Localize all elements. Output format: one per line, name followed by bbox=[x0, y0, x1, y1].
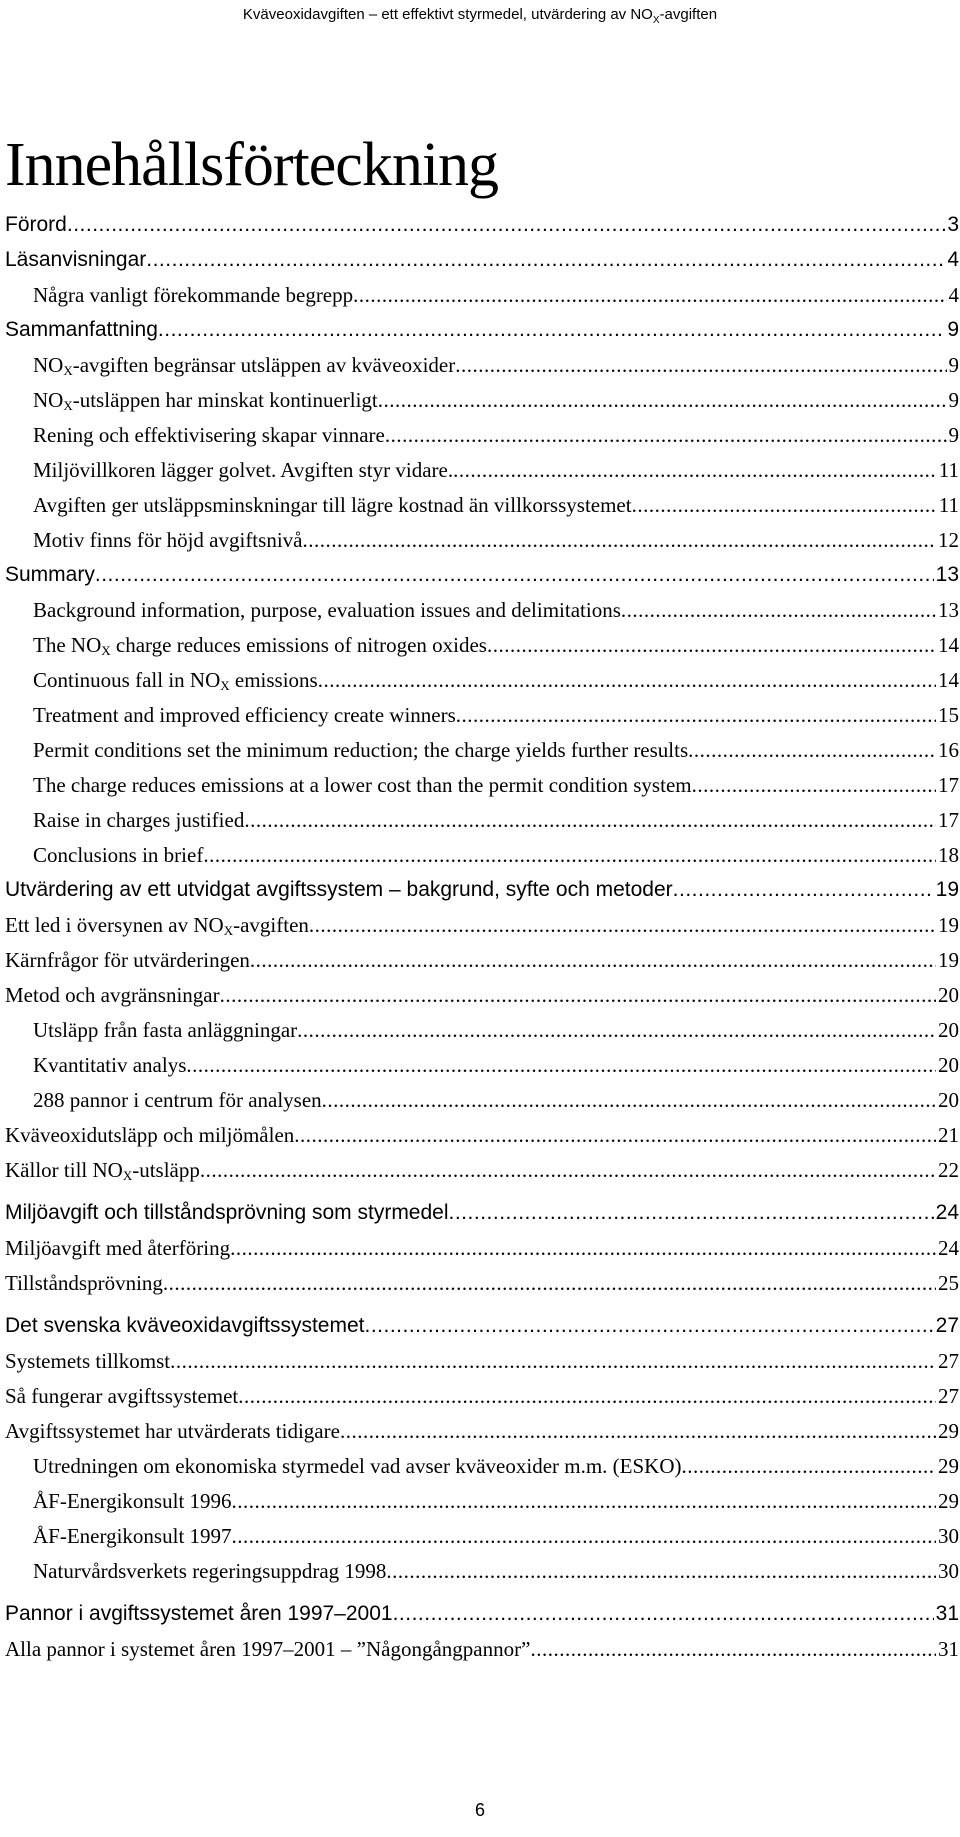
toc-leader-dots bbox=[364, 1314, 933, 1338]
toc-entry-title: Conclusions in brief bbox=[33, 843, 204, 867]
toc-entry[interactable] bbox=[5, 1158, 959, 1193]
toc-page-number: 31 bbox=[935, 1602, 959, 1625]
toc-leader-dots bbox=[318, 668, 936, 693]
toc-entry-title: Tillståndsprövning bbox=[5, 1271, 163, 1295]
toc-entry-title: Background information, purpose, evaluation issues and delimitations bbox=[33, 598, 621, 622]
toc-entry-title: Ett led i översynen av $NO_X$-avgiften bbox=[5, 913, 309, 938]
toc-entry-title: Avgiften ger utsläppsminskningar till lägre kostnad än villkorssystemet bbox=[33, 493, 632, 517]
toc-entry-title: 288 pannor i centrum för analysen bbox=[33, 1088, 322, 1112]
toc-entry-title: Kväveoxidutsläpp och miljömålen bbox=[5, 1123, 295, 1147]
toc-page-number: 30 bbox=[938, 1524, 959, 1548]
toc-page-number: 20 bbox=[938, 1018, 959, 1042]
toc-entry[interactable] bbox=[5, 1123, 959, 1158]
toc-entry[interactable] bbox=[5, 458, 959, 493]
toc-entry[interactable] bbox=[5, 1018, 959, 1053]
toc-entry[interactable] bbox=[5, 913, 959, 948]
toc-page-number: 4 bbox=[948, 283, 959, 307]
toc-entry-title: Sammanfattning bbox=[5, 318, 158, 341]
toc-entry-title: Permit conditions set the minimum reduction; the charge yields further results bbox=[33, 738, 689, 762]
toc-leader-dots bbox=[203, 843, 936, 868]
toc-entry-title: Kvantitativ analys bbox=[33, 1053, 187, 1077]
toc-entry[interactable] bbox=[5, 1454, 959, 1489]
toc-page-number: 31 bbox=[938, 1637, 959, 1661]
toc-entry-title: The $NO_X$ charge reduces emissions of nitrogen oxides bbox=[33, 633, 487, 658]
toc-entry-title: ÅF-Energikonsult 1997 bbox=[33, 1524, 232, 1548]
toc-page-number: 3 bbox=[947, 213, 959, 236]
toc-page-number: 30 bbox=[938, 1559, 959, 1583]
toc-page-number: 17 bbox=[938, 773, 959, 797]
toc-entry[interactable] bbox=[5, 423, 959, 458]
toc-entry-title: Miljöavgift och tillståndsprövning som styrmedel bbox=[5, 1201, 449, 1224]
toc-entry[interactable] bbox=[5, 1419, 959, 1454]
toc-leader-dots bbox=[67, 213, 945, 237]
toc-page-number: 21 bbox=[938, 1123, 959, 1147]
toc-page-number: 9 bbox=[948, 353, 959, 377]
toc-entry-title: Kärnfrågor för utvärderingen bbox=[5, 948, 250, 972]
toc-leader-dots bbox=[456, 703, 936, 728]
toc-entry-title: $NO_X$-avgiften begränsar utsläppen av kväveoxider bbox=[33, 353, 456, 378]
toc-page-number: 20 bbox=[938, 1053, 959, 1077]
page-number: 6 bbox=[474, 1800, 485, 1820]
toc-entry[interactable] bbox=[5, 598, 959, 633]
toc-page-number: 12 bbox=[938, 528, 959, 552]
toc-entry-title: Läsanvisningar bbox=[5, 248, 147, 271]
toc-entry-title: Systemets tillkomst bbox=[5, 1349, 171, 1373]
toc-page-number: 14 bbox=[938, 668, 959, 692]
toc-entry-title: Miljöavgift med återföring bbox=[5, 1236, 231, 1260]
toc-entry[interactable] bbox=[5, 1314, 959, 1349]
toc-leader-dots bbox=[449, 1201, 934, 1225]
toc-leader-dots bbox=[232, 1489, 936, 1514]
toc-leader-dots bbox=[487, 633, 936, 658]
page-title: Innehållsförteckning bbox=[5, 131, 499, 199]
toc-entry[interactable] bbox=[5, 738, 959, 773]
toc-leader-dots bbox=[186, 1053, 936, 1078]
toc-leader-dots bbox=[230, 1236, 936, 1261]
toc-page-number: 27 bbox=[935, 1314, 959, 1337]
toc-page-number: 24 bbox=[938, 1236, 959, 1260]
toc-entry[interactable] bbox=[5, 983, 959, 1018]
toc-entry[interactable] bbox=[5, 1053, 959, 1088]
toc-entry[interactable] bbox=[5, 353, 959, 388]
toc-entry[interactable] bbox=[5, 248, 959, 283]
toc-page-number: 11 bbox=[938, 458, 959, 482]
toc-entry[interactable] bbox=[5, 668, 959, 703]
toc-entry[interactable] bbox=[5, 388, 959, 423]
toc-leader-dots bbox=[309, 913, 936, 938]
toc-leader-dots bbox=[238, 1384, 936, 1409]
toc-page-number: 19 bbox=[938, 913, 959, 937]
toc-entry[interactable] bbox=[5, 1236, 959, 1271]
toc-entry[interactable] bbox=[5, 1602, 959, 1637]
toc-leader-dots bbox=[302, 528, 936, 553]
toc-leader-dots bbox=[95, 563, 934, 587]
toc-entry[interactable] bbox=[5, 528, 959, 563]
toc-entry[interactable] bbox=[5, 878, 959, 913]
toc-entry[interactable] bbox=[5, 563, 959, 598]
toc-entry[interactable] bbox=[5, 703, 959, 738]
toc-leader-dots bbox=[163, 1271, 936, 1296]
toc-entry[interactable] bbox=[5, 773, 959, 808]
toc-entry-title: Förord bbox=[5, 213, 67, 236]
toc-leader-dots bbox=[621, 598, 936, 623]
toc-page-number: 14 bbox=[938, 633, 959, 657]
toc-page-number: 20 bbox=[938, 1088, 959, 1112]
toc-entry-title: Miljövillkoren lägger golvet. Avgiften styr vidare. bbox=[33, 458, 454, 482]
toc-leader-dots bbox=[158, 318, 945, 342]
toc-entry[interactable] bbox=[5, 808, 959, 843]
toc-leader-dots bbox=[170, 1349, 936, 1374]
toc-page-number: 24 bbox=[935, 1201, 959, 1224]
toc-leader-dots bbox=[632, 493, 937, 518]
toc-leader-dots bbox=[455, 353, 946, 378]
running-header bbox=[0, 0, 960, 30]
toc-page-number: 13 bbox=[938, 598, 959, 622]
toc-page-number: 11 bbox=[938, 493, 959, 517]
toc-leader-dots bbox=[244, 808, 936, 833]
toc-entry-title: Metod och avgränsningar bbox=[5, 983, 220, 1007]
toc-entry-title: Källor till $NO_X$-utsläpp bbox=[5, 1158, 200, 1183]
toc-leader-dots bbox=[297, 1018, 936, 1043]
toc-entry-title: Treatment and improved efficiency create winners bbox=[33, 703, 456, 727]
toc-leader-dots bbox=[322, 1088, 936, 1113]
toc-page-number: 13 bbox=[935, 563, 959, 586]
toc-page-number: 29 bbox=[938, 1454, 959, 1478]
toc-leader-dots bbox=[340, 1419, 936, 1444]
toc-page-number: 4 bbox=[947, 248, 959, 271]
toc-entry[interactable] bbox=[5, 1489, 959, 1524]
toc-entry[interactable] bbox=[5, 633, 959, 668]
toc-leader-dots bbox=[378, 388, 947, 413]
toc-entry-title: $NO_X$-utsläppen har minskat kontinuerligt bbox=[33, 388, 378, 413]
toc-leader-dots bbox=[200, 1158, 936, 1183]
toc-entry[interactable] bbox=[5, 493, 959, 528]
toc-page-number: 22 bbox=[938, 1158, 959, 1182]
toc-leader-dots bbox=[250, 948, 936, 973]
toc-entry-title: Continuous fall in $NO_X$ emissions bbox=[33, 668, 318, 693]
toc-entry-title: Motiv finns för höjd avgiftsnivå bbox=[33, 528, 303, 552]
toc-entry[interactable] bbox=[5, 1349, 959, 1384]
toc-entry-title: Så fungerar avgiftssystemet bbox=[5, 1384, 239, 1408]
toc-entry-title: Pannor i avgiftssystemet åren 1997–2001 bbox=[5, 1602, 393, 1625]
toc-page-number: 29 bbox=[938, 1489, 959, 1513]
toc-page-number: 15 bbox=[938, 703, 959, 727]
toc-page-number: 17 bbox=[938, 808, 959, 832]
toc-page-number: 20 bbox=[938, 983, 959, 1007]
toc-entry-title: Avgiftssystemet har utvärderats tidigare bbox=[5, 1419, 340, 1443]
toc-leader-dots bbox=[688, 738, 936, 763]
toc-leader-dots bbox=[692, 773, 936, 798]
toc-entry[interactable] bbox=[5, 213, 959, 248]
toc-entry-title: Alla pannor i systemet åren 1997–2001 – ”Någongångpannor” bbox=[5, 1637, 531, 1661]
toc-entry[interactable] bbox=[5, 843, 959, 878]
toc-entry[interactable] bbox=[5, 1637, 959, 1672]
toc-page-number: 29 bbox=[938, 1419, 959, 1443]
toc-entry[interactable] bbox=[5, 318, 959, 353]
toc-leader-dots bbox=[232, 1524, 936, 1549]
toc-page-number: 18 bbox=[938, 843, 959, 867]
toc-entry-title: ÅF-Energikonsult 1996 bbox=[33, 1489, 232, 1513]
table-of-contents bbox=[5, 213, 959, 1672]
toc-page-number: 9 bbox=[948, 423, 959, 447]
toc-leader-dots bbox=[393, 1602, 934, 1626]
toc-entry-title: Rening och effektivisering skapar vinnare bbox=[33, 423, 385, 447]
toc-leader-dots bbox=[682, 1454, 936, 1479]
toc-entry-title: Utvärdering av ett utvidgat avgiftssystem – bakgrund, syfte och metoder bbox=[5, 878, 673, 901]
toc-entry-title: Utsläpp från fasta anläggningar bbox=[33, 1018, 298, 1042]
toc-page-number: 25 bbox=[938, 1271, 959, 1295]
toc-entry-title: Det svenska kväveoxidavgiftssystemet bbox=[5, 1314, 365, 1337]
toc-page-number: 27 bbox=[938, 1349, 959, 1373]
toc-page-number: 19 bbox=[938, 948, 959, 972]
toc-leader-dots bbox=[353, 283, 946, 308]
toc-entry-title: The charge reduces emissions at a lower cost than the permit condition system bbox=[33, 773, 692, 797]
toc-entry[interactable] bbox=[5, 1088, 959, 1123]
toc-entry[interactable] bbox=[5, 283, 959, 318]
toc-entry[interactable] bbox=[5, 1524, 959, 1559]
toc-leader-dots bbox=[146, 248, 945, 272]
toc-page-number: 16 bbox=[938, 738, 959, 762]
toc-page-number: 19 bbox=[935, 878, 959, 901]
toc-page-number: 27 bbox=[938, 1384, 959, 1408]
toc-leader-dots bbox=[453, 458, 937, 483]
toc-entry[interactable] bbox=[5, 1271, 959, 1306]
toc-page-number: 9 bbox=[947, 318, 959, 341]
toc-entry[interactable] bbox=[5, 1559, 959, 1594]
toc-entry[interactable] bbox=[5, 1201, 959, 1236]
toc-leader-dots bbox=[220, 983, 936, 1008]
toc-entry[interactable] bbox=[5, 948, 959, 983]
toc-leader-dots bbox=[673, 878, 934, 902]
toc-leader-dots bbox=[386, 1559, 936, 1584]
toc-entry-title: Raise in charges justified bbox=[33, 808, 245, 832]
running-header-text: Kväveoxidavgiften – ett effektivt styrmedel, utvärdering av $NO_X$-avgiften bbox=[242, 6, 718, 26]
toc-entry-title: Summary bbox=[5, 563, 95, 586]
toc-entry-title: Några vanligt förekommande begrepp bbox=[33, 283, 354, 307]
toc-leader-dots bbox=[294, 1123, 936, 1148]
toc-page-number: 9 bbox=[948, 388, 959, 412]
toc-entry-title: Utredningen om ekonomiska styrmedel vad avser kväveoxider m.m. (ESKO) bbox=[33, 1454, 682, 1478]
toc-leader-dots bbox=[385, 423, 947, 448]
toc-entry-title: Naturvårdsverkets regeringsuppdrag 1998 bbox=[33, 1559, 387, 1583]
toc-entry[interactable] bbox=[5, 1384, 959, 1419]
toc-leader-dots bbox=[530, 1637, 936, 1662]
